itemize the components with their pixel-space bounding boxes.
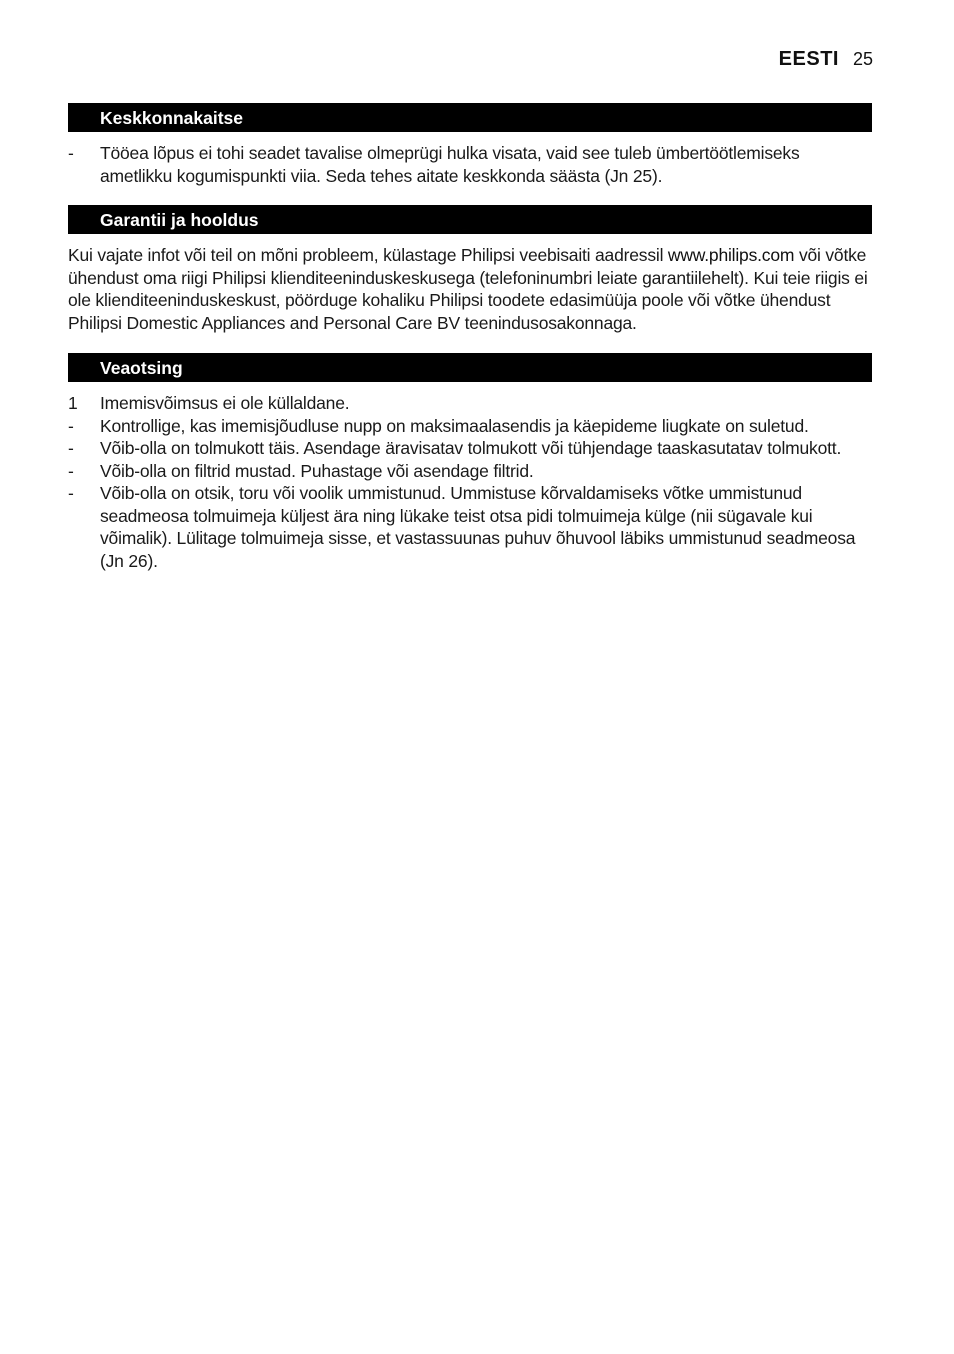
list-marker: 1 [68, 393, 78, 413]
page-number: 25 [852, 49, 873, 69]
list-item-text: Kontrollige, kas imemisjõudluse nupp on maksimaalasendis ja käepideme liugkate on suletud. [100, 415, 809, 436]
list-item-text: Imemisvõimsus ei ole küllaldane. [100, 393, 350, 413]
paragraph-text-after-link: või võtke ühendust oma riigi Philipsi klienditeeninduskeskusega (telefoninumbri leiate garantiilehelt). Kui teie riigis ei ole klienditeeninduskeskust, pöörduge kohaliku Philipsi toodete edasimüüja poole või võtke ühendust Philipsi Domestic Appliances and Personal Care BV teenindusosakonnaga. [68, 245, 868, 333]
list-item-text: Võib-olla on otsik, toru või voolik ummistunud. Ummistuse kõrvaldamiseks võtke ummistunud seadmeosa tolmuimeja küljest ära ning lükake teist otsa pidi tolmuimeja külge (nii sügavale kui võimalik). Lülitage tolmuimeja sisse, et vastassuunas puhuv õhuvool läbiks ummistunud seadmeosa (Jn 26). [100, 483, 856, 571]
paragraph-text-before-link: Kui vajate infot või teil on mõni probleem, külastage Philipsi veebisaiti aadressil [68, 245, 668, 265]
list-item [68, 415, 872, 438]
list-marker: - [68, 143, 74, 163]
section-heading-garantii: Garantii ja hooldus [68, 205, 872, 234]
list-item [68, 482, 872, 572]
section-body-garantii [68, 244, 872, 334]
list-marker: - [68, 460, 74, 481]
language-label: EESTI [778, 48, 839, 70]
list-item-text: Tööea lõpus ei tohi seadet tavalise olmeprügi hulka visata, vaid see tuleb ümbertöötlemiseks ametlikku kogumispunkti viia. Seda tehes aitate keskkonda säästa (Jn 25). [100, 143, 800, 186]
list-item-text: Võib-olla on tolmukott täis. Asendage äravisatav tolmukott või tühjendage taaskasutatav tolmukott. [100, 438, 842, 458]
list-item [68, 142, 872, 187]
list-item [68, 437, 872, 460]
list-item [68, 392, 872, 415]
list-item [68, 460, 872, 483]
section-body-veaotsing [68, 392, 872, 572]
list-marker: - [68, 483, 74, 503]
philips-website-link[interactable]: www.philips.com [667, 245, 795, 265]
list-marker: - [68, 415, 74, 436]
warranty-paragraph [68, 244, 872, 334]
section-body-keskkonnakaitse [68, 142, 872, 187]
section-heading-keskkonnakaitse: Keskkonnakaitse [68, 103, 872, 132]
page-header [779, 48, 873, 71]
section-heading-veaotsing: Veaotsing [68, 353, 872, 382]
list-item-text: Võib-olla on filtrid mustad. Puhastage või asendage filtrid. [100, 460, 534, 481]
list-marker: - [68, 438, 74, 458]
